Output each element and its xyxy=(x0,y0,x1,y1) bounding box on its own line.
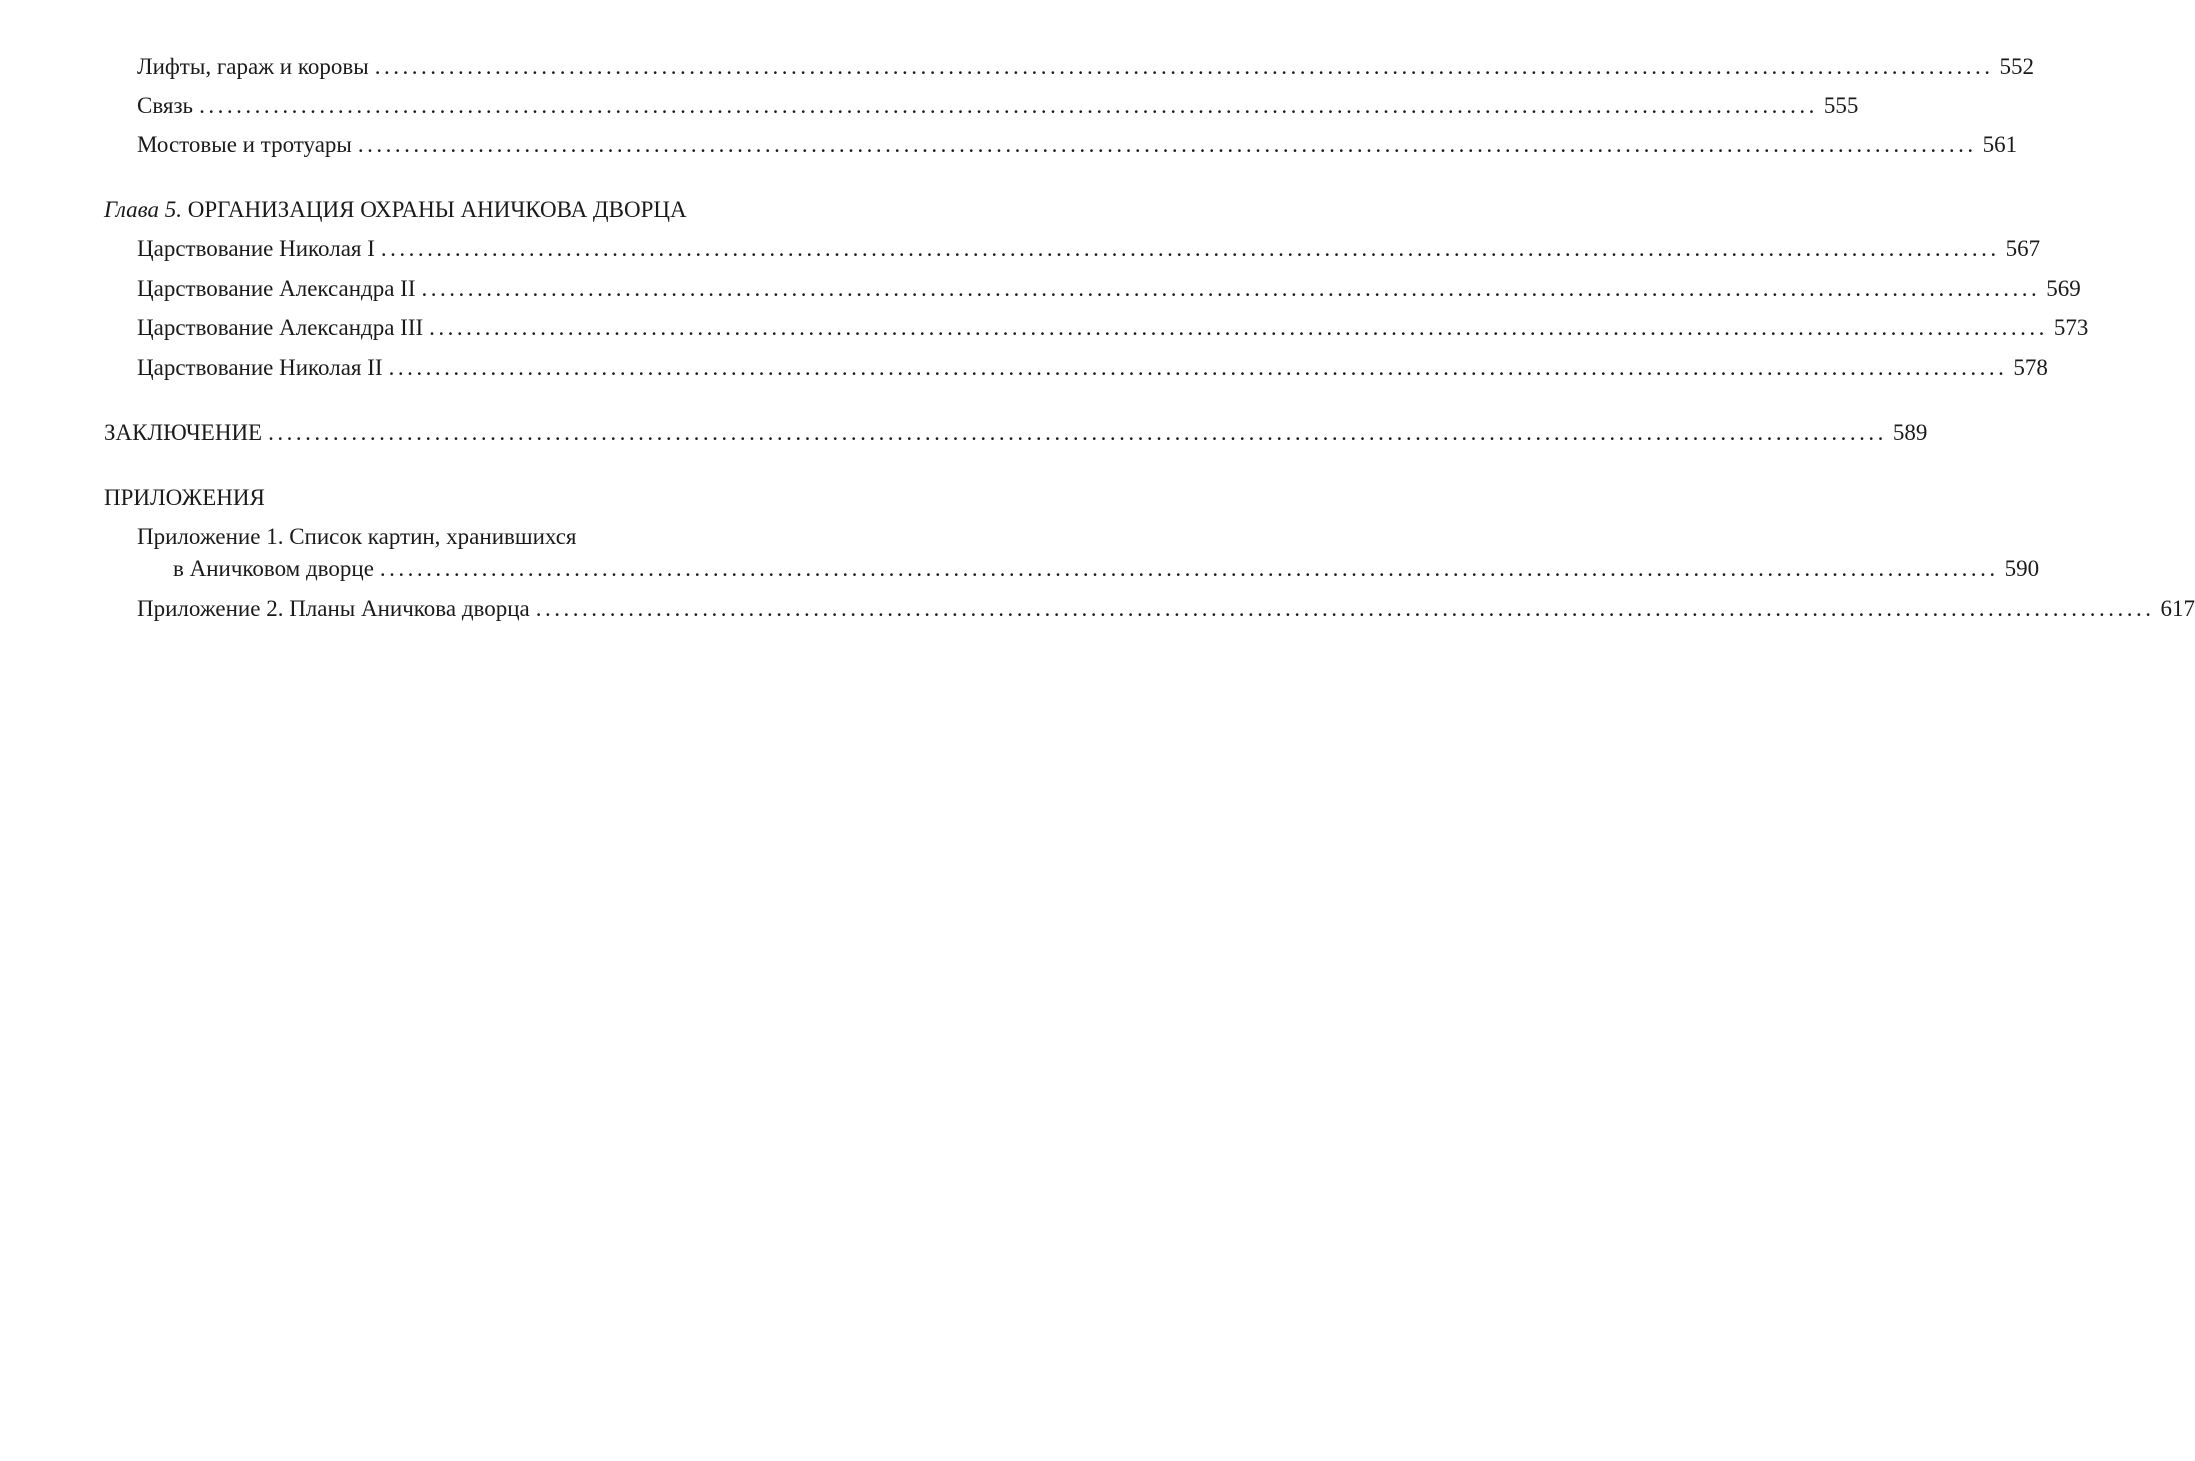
chapter-heading[interactable] xyxy=(104,197,687,223)
dot-leader: ............................................................................................................................................................................... xyxy=(388,355,2008,380)
toc-entry-label: ЗАКЛЮЧЕНИЕ xyxy=(104,420,263,445)
toc-entry-page: 617 xyxy=(2160,596,2195,621)
toc-entry-appendix-1[interactable] xyxy=(173,556,2040,582)
toc-entry-page: 555 xyxy=(1823,93,1859,118)
toc-entry-label: Царствование Николая I xyxy=(137,236,375,261)
dot-leader: ............................................................................................................................................................................... xyxy=(429,315,2048,340)
appendices-heading[interactable]: ПРИЛОЖЕНИЯ xyxy=(104,485,265,510)
dot-leader: ............................................................................................................................................................................... xyxy=(357,132,1977,157)
toc-entry-label: Связь xyxy=(137,93,194,118)
toc-entry-label: в Аничковом дворце xyxy=(173,556,374,581)
dot-leader: ............................................................................................................................................................................... xyxy=(421,276,2041,301)
dot-leader: ............................................................................................................................................................................... xyxy=(374,54,1994,79)
toc-entry-page: 578 xyxy=(2013,355,2048,380)
toc-entry[interactable] xyxy=(137,93,1859,119)
toc-entry-page: 552 xyxy=(1999,54,2034,79)
chapter-title: ОРГАНИЗАЦИЯ ОХРАНЫ АНИЧКОВА ДВОРЦА xyxy=(187,197,687,222)
toc-entry-page: 573 xyxy=(2053,315,2089,340)
toc-entry[interactable] xyxy=(137,236,2041,262)
chapter-prefix: Глава 5. xyxy=(104,197,182,222)
toc-entry[interactable] xyxy=(137,355,2048,381)
dot-leader: ............................................................................................................................................................................... xyxy=(268,420,1887,445)
toc-entry[interactable] xyxy=(137,276,2081,302)
toc-entry-page: 569 xyxy=(2046,276,2081,301)
appendix-1-title-line1[interactable]: Приложение 1. Список картин, хранившихся xyxy=(137,524,577,549)
toc-entry-page: 561 xyxy=(1982,132,2018,157)
toc-entry-conclusion[interactable] xyxy=(104,420,1928,446)
dot-leader: ............................................................................................................................................................................... xyxy=(199,93,1818,118)
toc-entry-page: 590 xyxy=(2004,556,2040,581)
toc-entry[interactable] xyxy=(137,315,2089,341)
toc-entry-label: Царствование Александра III xyxy=(137,315,424,340)
toc-entry-label: Приложение 2. Планы Аничкова дворца xyxy=(137,596,530,621)
toc-entry[interactable] xyxy=(137,132,2018,158)
toc-entry-page: 567 xyxy=(2005,236,2041,261)
dot-leader: ............................................................................................................................................................................... xyxy=(379,556,1999,581)
dot-leader: ............................................................................................................................................................................... xyxy=(380,236,2000,261)
toc-entry-label: Царствование Александра II xyxy=(137,276,416,301)
toc-entry-appendix-2[interactable] xyxy=(137,596,2195,622)
toc-entry-label: Лифты, гараж и коровы xyxy=(137,54,369,79)
toc-entry[interactable] xyxy=(137,54,2034,80)
dot-leader: ............................................................................................................................................................................... xyxy=(535,596,2155,621)
toc-entry-label: Царствование Николая II xyxy=(137,355,383,380)
toc-entry-label: Мостовые и тротуары xyxy=(137,132,352,157)
toc-entry-page: 589 xyxy=(1892,420,1928,445)
